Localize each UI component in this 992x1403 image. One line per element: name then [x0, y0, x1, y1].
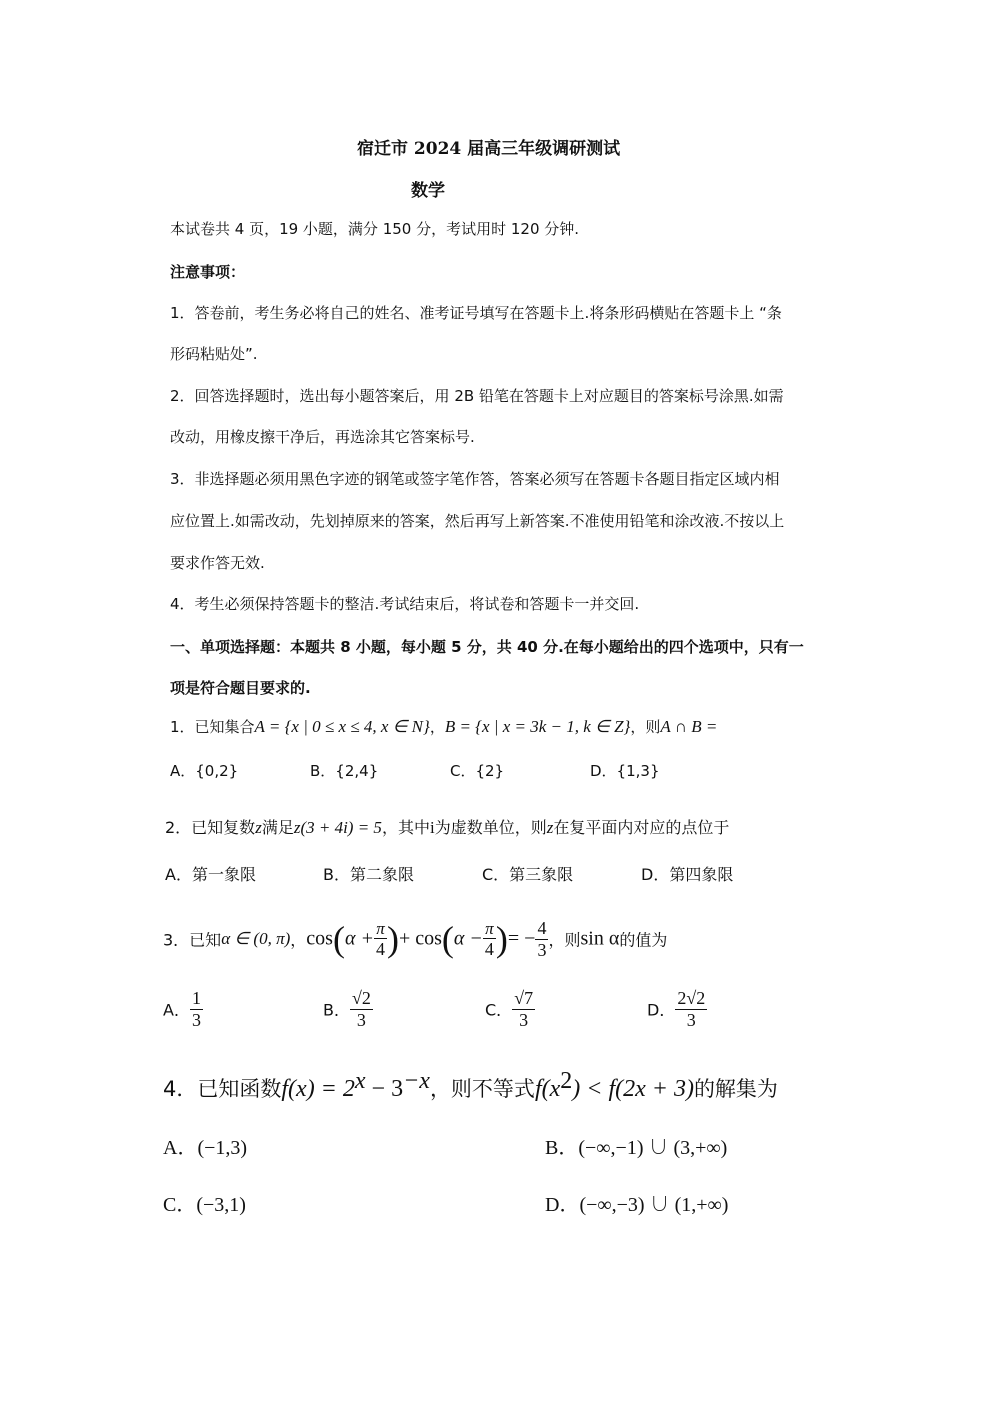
q3-option-b-label: B．	[323, 1000, 350, 1020]
q3-sin-alpha: sin α	[580, 927, 620, 950]
q2-text-b: 满足	[261, 818, 294, 837]
question-3-stem	[163, 918, 667, 960]
q2-option-c: C．第三象限	[482, 865, 574, 884]
q3-paren-open-1: (	[332, 919, 345, 960]
q4-option-b: B．(−∞,−1) ∪ (3,+∞)	[545, 1137, 728, 1159]
q4-minus-three: − 3	[365, 1076, 404, 1102]
q3-pi-b: π	[483, 919, 496, 940]
q3-option-b-num: √2	[351, 988, 371, 1008]
q3-option-d-value	[675, 988, 707, 1030]
q3-alpha-plus: α +	[344, 927, 374, 950]
q4-mid: ，则不等式	[429, 1077, 535, 1101]
q3-alpha-minus: α −	[453, 927, 483, 950]
q4-option-c: C．(−3,1)	[163, 1194, 246, 1216]
q4-option-d: D．(−∞,−3) ∪ (1,+∞)	[545, 1194, 729, 1216]
q3-option-c-label: C．	[485, 1000, 513, 1020]
q4-square: 2	[560, 1068, 573, 1094]
q3-four-thirds-num: 4	[537, 918, 547, 938]
q2-z-1: z	[255, 818, 262, 837]
q4-option-a: A．(−1,3)	[163, 1137, 248, 1159]
q2-imaginary-unit: i	[429, 818, 435, 837]
q3-option-d	[647, 988, 707, 1030]
q1-option-d: D．{1,3}	[590, 762, 660, 780]
exam-intro: 本试卷共 4 页，19 小题，满分 150 分，考试用时 120 分钟.	[170, 220, 580, 238]
q3-option-d-den: 3	[686, 1009, 696, 1030]
question-2-stem	[165, 815, 729, 838]
q3-pi-over-4-b	[483, 919, 496, 960]
q3-option-d-num: 2√2	[677, 988, 706, 1008]
q4-exponent-1: x	[354, 1068, 366, 1094]
q3-paren-open-2: (	[441, 919, 454, 960]
question-4-stem	[163, 1068, 778, 1103]
q4-inequality-a: f(x	[534, 1076, 561, 1102]
q4-suffix: 的解集为	[693, 1077, 778, 1101]
q3-option-a-value	[190, 988, 203, 1030]
q3-suffix-a: ，则	[548, 930, 581, 950]
notice-item-1-line-2: 形码粘贴处”.	[170, 345, 258, 363]
q2-option-b: B．第二象限	[323, 865, 414, 884]
q1-separator: ，	[429, 718, 445, 736]
q3-four-a: 4	[375, 939, 385, 960]
q3-comma: ，	[290, 930, 307, 950]
q1-prefix: 1．已知集合	[170, 718, 255, 736]
notice-item-3-line-1: 3．非选择题必须用黑色字迹的钢笔或签字笔作答，答案必须写在答题卡各题目指定区域内相	[170, 470, 780, 488]
q3-equals-minus: = −	[507, 927, 536, 950]
q1-option-b: B．{2,4}	[310, 762, 379, 780]
notice-item-2-line-2: 改动，用橡皮擦干净后，再选涂其它答案标号.	[170, 428, 475, 446]
q2-option-d: D．第四象限	[641, 865, 734, 884]
q4-function: f(x) = 2	[281, 1076, 355, 1102]
notice-heading: 注意事项：	[170, 263, 246, 281]
notice-item-3-line-3: 要求作答无效.	[170, 554, 265, 572]
q3-four-b: 4	[484, 939, 494, 960]
q1-suffix: ，则	[630, 718, 661, 736]
q3-paren-close-2: )	[495, 919, 508, 960]
q3-option-c-value	[512, 988, 535, 1030]
q2-text-e: 在复平面内对应的点位于	[553, 818, 730, 837]
q3-option-b-value	[350, 988, 373, 1030]
q2-text-d: 为虚数单位，则	[434, 818, 547, 837]
q3-option-c-den: 3	[519, 1009, 529, 1030]
notice-item-2-line-1: 2．回答选择题时，选出每小题答案后，用 2B 铅笔在答题卡上对应题目的答案标号涂黑.如需	[170, 387, 784, 405]
q3-option-b	[323, 988, 373, 1030]
exam-title: 宿迁市 2024 届高三年级调研测试	[357, 139, 621, 159]
notice-item-1-line-1: 1．答卷前，考生务必将自己的姓名、准考证号填写在答题卡上.将条形码横贴在答题卡上 “条	[170, 304, 782, 322]
q1-set-b: B = {x | x = 3k − 1, k ∈ Z}	[444, 717, 631, 736]
q3-condition: α ∈ (0, π)	[221, 929, 291, 949]
q3-pi-a: π	[374, 919, 387, 940]
q2-text-a: 2．已知复数	[165, 818, 256, 837]
q3-option-a-label: A．	[163, 1000, 190, 1020]
q1-option-c: C．{2}	[450, 762, 505, 780]
q3-paren-close-1: )	[386, 919, 399, 960]
q3-four-thirds	[535, 918, 548, 960]
q2-equation: z(3 + 4i) = 5	[293, 818, 382, 837]
q1-set-a: A = {x | 0 ≤ x ≤ 4, x ∈ N}	[254, 717, 430, 736]
q3-option-a-num: 1	[191, 988, 201, 1008]
q1-expression: A ∩ B =	[660, 717, 718, 736]
q3-option-d-label: D．	[647, 1000, 676, 1020]
q3-cos-1: cos	[306, 927, 333, 950]
section-1-line-1: 一、单项选择题：本题共 8 小题，每小题 5 分，共 40 分.在每小题给出的四个选项中，只有一	[170, 638, 804, 656]
section-1-line-2: 项是符合题目要求的.	[170, 679, 311, 697]
q3-four-thirds-den: 3	[537, 939, 547, 960]
q2-option-a: A．第一象限	[165, 865, 256, 884]
notice-item-3-line-2: 应位置上.如需改动，先划掉原来的答案，然后再写上新答案.不准使用铅笔和涂改液.不按以上	[170, 512, 785, 530]
q3-prefix: 3．已知	[163, 930, 222, 950]
q3-option-c	[485, 988, 535, 1030]
q3-suffix-b: 的值为	[619, 930, 668, 950]
q2-z-2: z	[546, 818, 554, 837]
q3-plus-cos: + cos	[398, 927, 442, 950]
question-1-stem	[170, 716, 717, 737]
q3-option-a	[163, 988, 203, 1030]
q2-text-c: ，其中	[381, 818, 430, 837]
q3-option-c-num: √7	[514, 988, 534, 1008]
subject-title: 数学	[411, 181, 445, 201]
notice-item-4: 4．考生必须保持答题卡的整洁.考试结束后，将试卷和答题卡一并交回.	[170, 595, 640, 613]
q4-prefix: 4．已知函数	[163, 1077, 282, 1101]
q4-inequality-b: ) < f(2x + 3)	[572, 1076, 694, 1102]
q3-option-b-den: 3	[356, 1009, 366, 1030]
q4-exponent-2: −x	[403, 1068, 430, 1094]
q3-option-a-den: 3	[191, 1009, 201, 1030]
q3-pi-over-4-a	[374, 919, 387, 960]
q1-option-a: A．{0,2}	[170, 762, 239, 780]
